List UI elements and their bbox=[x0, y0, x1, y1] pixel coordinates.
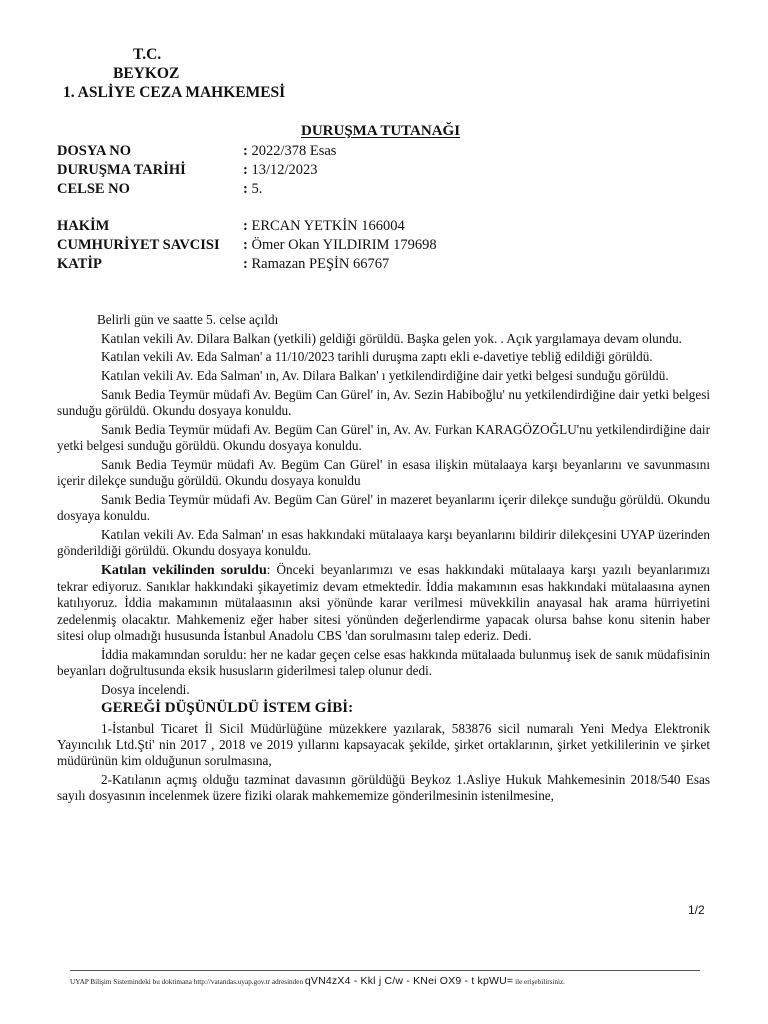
footer-divider bbox=[70, 970, 700, 971]
officials-block bbox=[57, 217, 437, 274]
case-info-row bbox=[57, 180, 336, 199]
case-info-label: CELSE NO bbox=[57, 181, 130, 197]
paragraph: Belirli gün ve saatte 5. celse açıldı bbox=[97, 312, 279, 327]
official-label: CUMHURİYET SAVCISI bbox=[57, 237, 220, 253]
colon: : bbox=[243, 143, 248, 159]
paragraph: 2-Katılanın açmış olduğu tazminat davasının görüldüğü Beykoz 1.Asliye Hukuk Mahkemesinin 2018/540 Esas sayılı dosyasının incelenmek üzere fiziki olarak mahkememize gönderilmesinin istenilmesine, bbox=[57, 771, 710, 804]
colon: : bbox=[243, 218, 248, 234]
decision-heading: GEREĞİ DÜŞÜNÜLDÜ İSTEM GİBİ: bbox=[101, 700, 354, 717]
verification-code: qVN4zX4 - Kkl j C/w - KNei OX9 - t kpWU= bbox=[304, 975, 514, 987]
paragraph-intervenor-statement bbox=[57, 562, 710, 644]
paragraph: Katılan vekili Av. Eda Salman' ın, Av. Dilara Balkan' ı yetkilendirdiğine dair yetki belgesi sunduğu görüldü. bbox=[101, 368, 669, 384]
official-row bbox=[57, 217, 437, 236]
minutes-body bbox=[57, 312, 710, 807]
case-info-value: 5. bbox=[251, 181, 263, 197]
official-value: Ramazan PEŞİN 66767 bbox=[251, 256, 390, 272]
statement-lead: Katılan vekilinden soruldu bbox=[101, 562, 267, 578]
paragraph: Katılan vekili Av. Eda Salman' a 11/10/2023 tarihli duruşma zaptı ekli e-davetiye tebliğ edildiği görüldü. bbox=[101, 349, 653, 365]
official-label: HAKİM bbox=[57, 218, 110, 234]
page-number: 1/2 bbox=[688, 903, 705, 917]
colon: : bbox=[243, 256, 248, 272]
case-info-row bbox=[57, 142, 336, 161]
official-row bbox=[57, 255, 437, 274]
paragraph: Katılan vekili Av. Eda Salman' ın esas hakkındaki mütalaaya karşı beyanlarını bildirir dilekçesini UYAP üzerinden gönderildiği görüldü. Okundu dosyaya konuldu. bbox=[57, 526, 710, 558]
footer bbox=[70, 975, 710, 987]
paragraph: Sanık Bedia Teymür müdafi Av. Begüm Can Gürel' in, Av. Av. Furkan KARAGÖZOĞLU'nu yetkilendirdiğine dair yetki belgesi sunduğu görüldü. Okundu dosyaya konuldu. bbox=[57, 421, 710, 454]
footer-prefix: UYAP Bilişim Sistemindeki bu doktimana http://vatandas.uyap.gov.tr adresinden bbox=[70, 978, 304, 986]
case-info-label: DOSYA NO bbox=[57, 143, 132, 159]
colon: : bbox=[243, 237, 248, 253]
header-court-name: 1. ASLİYE CEZA MAHKEMESİ bbox=[63, 84, 286, 101]
header-tc: T.C. bbox=[133, 46, 162, 63]
official-row bbox=[57, 236, 437, 255]
official-value: Ömer Okan YILDIRIM 179698 bbox=[251, 237, 437, 253]
case-info-value: 13/12/2023 bbox=[251, 162, 318, 178]
colon: : bbox=[243, 181, 248, 197]
document-title: DURUŞMA TUTANAĞI bbox=[301, 123, 461, 139]
official-value: ERCAN YETKİN 166004 bbox=[251, 218, 405, 234]
paragraph: 1-İstanbul Ticaret İl Sicil Müdürlüğüne müzekkere yazılarak, 583876 sicil numaralı Yeni Medya Elektronik Yayıncılık Ltd.Şti' nin 2017 , 2018 ve 2019 yıllarını kapsayacak şekilde, şirket ortaklarının, şirket yetkililerinin ve şirket müdürünün kim olduğunun sorulmasına, bbox=[57, 720, 710, 769]
header-city: BEYKOZ bbox=[113, 65, 180, 82]
case-info-value: 2022/378 Esas bbox=[251, 143, 337, 159]
colon: : bbox=[243, 162, 248, 178]
paragraph: Sanık Bedia Teymür müdafi Av. Begüm Can Gürel' in esasa ilişkin mütalaaya karşı beyanlarını ve savunmasını içerir dilekçe sunduğu görüldü. Okundu dosyaya konuldu bbox=[57, 456, 710, 489]
case-info-row bbox=[57, 161, 336, 180]
paragraph: Dosya incelendi. bbox=[101, 681, 190, 697]
footer-suffix: ile erişebilirsiniz. bbox=[515, 978, 565, 986]
statement-text: : Önceki beyanlarımızı ve esas hakkındaki mütalaaya karşı yazılı beyanlarımızı tekrar ediyoruz. Sanıklar hakkındaki şikayetimiz devam etmektedir. İddia makamının esas hakkındaki mütalaasına aynen katılıyoruz. İddia makamının mütalaasının aksi yönünde karar verilmesi müvekkilin anayasal hak arama hürriyetini zedelenmiş olacaktır. Mahkemeniz eğer haber sitesi yönünden değerlendirme yapacak olursa bahse konu sitenin haber sitesi olup olmadığı hususunda İstanbul Anadolu CBS 'dan sorulmasını talep ederiz. Dedi. bbox=[57, 561, 710, 643]
paragraph: Sanık Bedia Teymür müdafi Av. Begüm Can Gürel' in mazeret beyanlarını içerir dilekçe sunduğu görüldü. Okundu dosyaya konuldu. bbox=[57, 491, 710, 523]
court-header bbox=[0, 45, 300, 102]
case-info-label: DURUŞMA TARİHİ bbox=[57, 162, 186, 178]
paragraph: Katılan vekili Av. Dilara Balkan (yetkili) geldiği görüldü. Başka gelen yok. . Açık yargılamaya devam olundu. bbox=[101, 330, 682, 346]
paragraph: Sanık Bedia Teymür müdafi Av. Begüm Can Gürel' in, Av. Sezin Habiboğlu' nu yetkilendirdiğine dair yetki belgesi sunduğu görüldü. Okundu dosyaya konuldu. bbox=[57, 386, 710, 419]
official-label: KATİP bbox=[57, 256, 102, 272]
paragraph: İddia makamından soruldu: her ne kadar geçen celse esas hakkında mütalaada bulunmuş isek de sanık müdafisinin beyanları doğrultusunda eksik hususların giderilmesi talep olunur dedi. bbox=[57, 646, 710, 678]
case-info-block bbox=[57, 142, 336, 199]
